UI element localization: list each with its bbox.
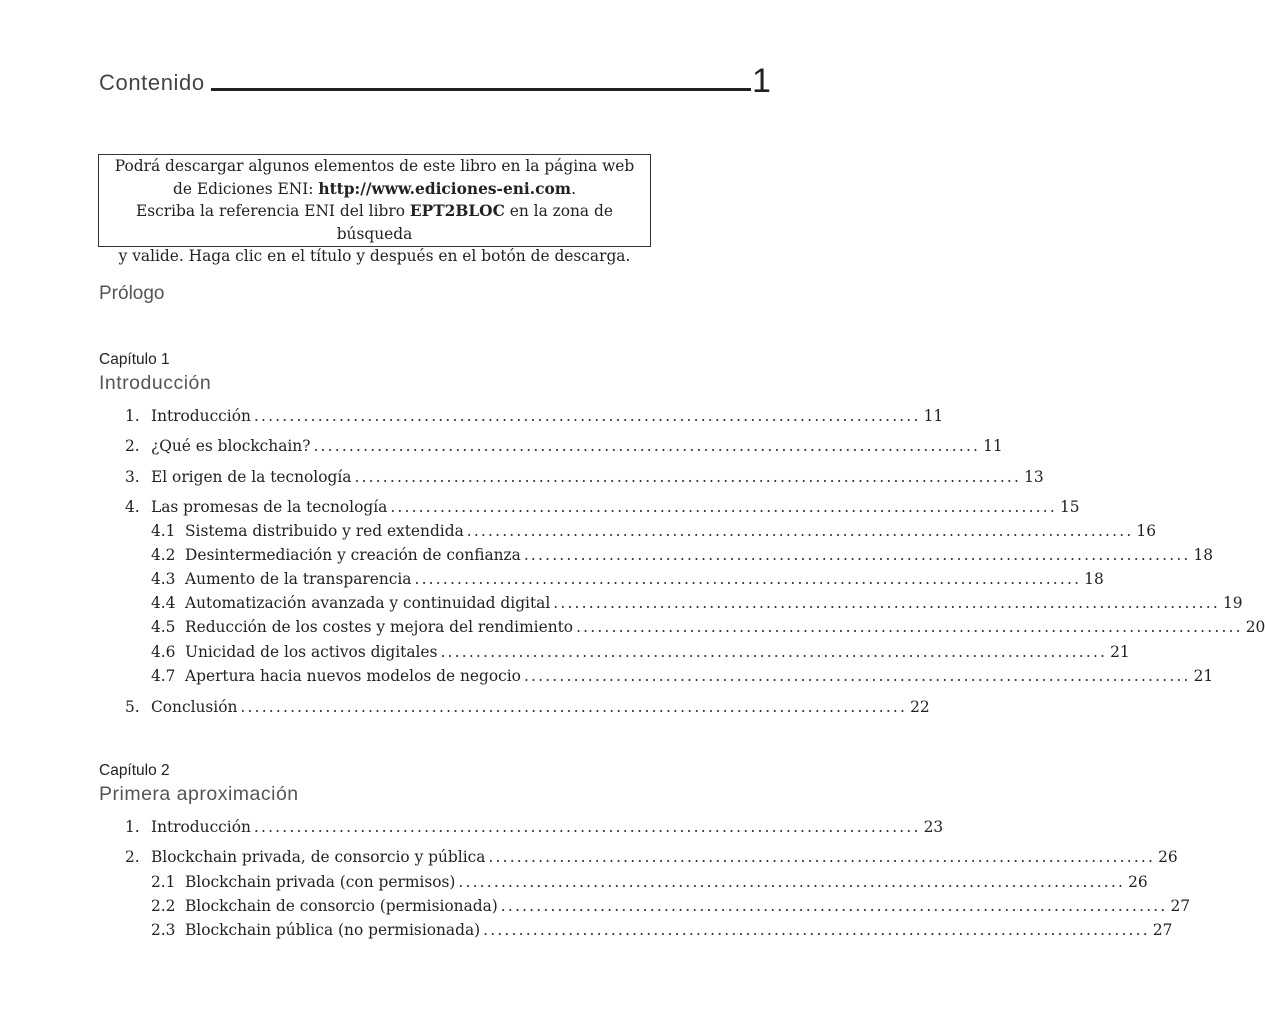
page-header bbox=[99, 62, 771, 102]
chapter-title: Primera aproximación bbox=[99, 783, 299, 805]
notice-line-2 bbox=[99, 178, 650, 201]
toc-subentry bbox=[151, 618, 1265, 640]
toc-leader-dots: .............................................................................................. bbox=[253, 818, 921, 836]
toc-leader-dots: .............................................................................................. bbox=[414, 570, 1082, 588]
notice-url: http://www.ediciones-eni.com bbox=[318, 179, 572, 198]
header-page-number: 1 bbox=[752, 62, 771, 100]
toc-entry-number: 2.2 bbox=[151, 897, 176, 915]
toc-entry-text: Blockchain privada, de consorcio y pública bbox=[151, 848, 486, 866]
toc-subentry bbox=[151, 570, 1104, 592]
toc-entry bbox=[125, 818, 944, 840]
toc-subentry bbox=[151, 594, 1243, 616]
toc-entry-number: 4.7 bbox=[151, 667, 176, 685]
toc-leader-dots: .............................................................................................. bbox=[390, 498, 1057, 516]
toc-entry bbox=[125, 848, 1178, 870]
toc-leader-dots: .............................................................................................. bbox=[440, 643, 1108, 661]
notice-line-3-pre: Escriba la referencia ENI del libro bbox=[136, 202, 410, 220]
toc-entry-text: Apertura hacia nuevos modelos de negocio bbox=[185, 667, 521, 685]
toc-entry-text: ¿Qué es blockchain? bbox=[151, 437, 311, 455]
toc-entry-number: 4.2 bbox=[151, 546, 176, 564]
toc-entry-text: Conclusión bbox=[151, 698, 238, 716]
toc-entry-page: 16 bbox=[1136, 522, 1157, 540]
toc-entry-number: 4.4 bbox=[151, 594, 176, 612]
toc-entry-number: 1. bbox=[125, 407, 140, 425]
toc-entry-number: 4.1 bbox=[151, 522, 176, 540]
toc-entry-number: 1. bbox=[125, 818, 140, 836]
toc-entry-text: Blockchain pública (no permisionada) bbox=[185, 921, 481, 939]
toc-entry-number: 4.5 bbox=[151, 618, 176, 636]
notice-line-3-post: en la zona de búsqueda bbox=[336, 202, 613, 243]
chapter-title: Introducción bbox=[99, 372, 212, 394]
toc-leader-dots: .............................................................................................. bbox=[500, 897, 1168, 915]
toc-entry-text: Aumento de la transparencia bbox=[185, 570, 412, 588]
toc-entry bbox=[125, 437, 1003, 459]
toc-entry-text: El origen de la tecnología bbox=[151, 468, 352, 486]
toc-entry-page: 27 bbox=[1170, 897, 1191, 915]
toc-entry-number: 3. bbox=[125, 468, 140, 486]
toc-entry-number: 2.3 bbox=[151, 921, 176, 939]
toc-subentry bbox=[151, 667, 1214, 689]
toc-leader-dots: .............................................................................................. bbox=[523, 546, 1191, 564]
toc-entry-number: 4.3 bbox=[151, 570, 176, 588]
notice-line-3 bbox=[99, 200, 650, 245]
toc-entry-page: 18 bbox=[1084, 570, 1104, 588]
notice-line-4: y valide. Haga clic en el título y después en el botón de descarga. bbox=[118, 247, 631, 265]
toc-subentry bbox=[151, 522, 1157, 544]
toc-leader-dots: .............................................................................................. bbox=[483, 921, 1150, 939]
toc-entry-page: 23 bbox=[923, 818, 944, 836]
toc-subentry bbox=[151, 921, 1173, 943]
notice-line-2-pre: de Ediciones ENI: bbox=[173, 179, 319, 198]
toc-leader-dots: .............................................................................................. bbox=[313, 437, 981, 455]
notice-reference: EPT2BLOC bbox=[409, 202, 505, 220]
toc-entry bbox=[125, 407, 944, 429]
toc-leader-dots: .............................................................................................. bbox=[240, 698, 908, 716]
chapter-label: Capítulo 2 bbox=[99, 762, 170, 779]
toc-leader-dots: .............................................................................................. bbox=[253, 407, 921, 425]
toc-entry-text: Desintermediación y creación de confianza bbox=[185, 546, 521, 564]
toc-entry-number: 4.6 bbox=[151, 643, 176, 661]
toc-entry-number: 4. bbox=[125, 498, 140, 516]
toc-entry-page: 11 bbox=[923, 407, 944, 425]
toc-subentry bbox=[151, 873, 1148, 895]
toc-entry-page: 20 bbox=[1245, 618, 1265, 636]
toc-entry-page: 19 bbox=[1222, 594, 1243, 612]
header-rule bbox=[211, 88, 751, 91]
toc-entry-page: 21 bbox=[1193, 667, 1214, 685]
toc-leader-dots: .............................................................................................. bbox=[458, 873, 1126, 891]
toc-entry-page: 26 bbox=[1158, 848, 1178, 866]
toc-entry-page: 15 bbox=[1059, 498, 1080, 516]
toc-entry-page: 27 bbox=[1152, 921, 1173, 939]
toc-leader-dots: .............................................................................................. bbox=[523, 667, 1191, 685]
toc-entry-text: Unicidad de los activos digitales bbox=[185, 643, 438, 661]
toc-entry-text: Introducción bbox=[151, 818, 251, 836]
toc-leader-dots: .............................................................................................. bbox=[488, 848, 1156, 866]
toc-leader-dots: .............................................................................................. bbox=[354, 468, 1022, 486]
header-title: Contenido bbox=[99, 70, 205, 95]
toc-subentry bbox=[151, 643, 1130, 665]
toc-entry-text: Blockchain privada (con permisos) bbox=[185, 873, 456, 891]
toc-entry-text: Introducción bbox=[151, 407, 251, 425]
toc-leader-dots: .............................................................................................. bbox=[553, 594, 1220, 612]
toc-entry-text: Automatización avanzada y continuidad digital bbox=[185, 594, 551, 612]
notice-line-2-post: . bbox=[571, 179, 576, 198]
toc-entry-number: 2.1 bbox=[151, 873, 176, 891]
download-notice-box bbox=[98, 154, 651, 265]
prologue-heading: Prólogo bbox=[99, 283, 165, 304]
toc-entry-text: Sistema distribuido y red extendida bbox=[185, 522, 464, 540]
toc-entry-number: 2. bbox=[125, 437, 140, 455]
toc-entry bbox=[125, 698, 930, 720]
toc-entry-page: 26 bbox=[1128, 873, 1148, 891]
toc-leader-dots: .............................................................................................. bbox=[576, 618, 1243, 636]
toc-entry-page: 18 bbox=[1193, 546, 1214, 564]
toc-entry-text: Reducción de los costes y mejora del rendimiento bbox=[185, 618, 574, 636]
toc-entry-page: 22 bbox=[910, 698, 930, 716]
toc-leader-dots: .............................................................................................. bbox=[466, 522, 1134, 540]
notice-line-1: Podrá descargar algunos elementos de este libro en la página web bbox=[114, 157, 635, 175]
toc-entry-page: 11 bbox=[983, 437, 1003, 455]
toc-entry-number: 2. bbox=[125, 848, 140, 866]
toc-entry-page: 21 bbox=[1110, 643, 1130, 661]
toc-subentry bbox=[151, 546, 1214, 568]
chapter-label: Capítulo 1 bbox=[99, 351, 170, 368]
toc-entry-page: 13 bbox=[1024, 468, 1044, 486]
toc-entry bbox=[125, 498, 1080, 520]
toc-entry-text: Blockchain de consorcio (permisionada) bbox=[185, 897, 498, 915]
toc-entry-text: Las promesas de la tecnología bbox=[151, 498, 388, 516]
toc-entry-number: 5. bbox=[125, 698, 140, 716]
toc-subentry bbox=[151, 897, 1191, 919]
toc-entry bbox=[125, 468, 1044, 490]
